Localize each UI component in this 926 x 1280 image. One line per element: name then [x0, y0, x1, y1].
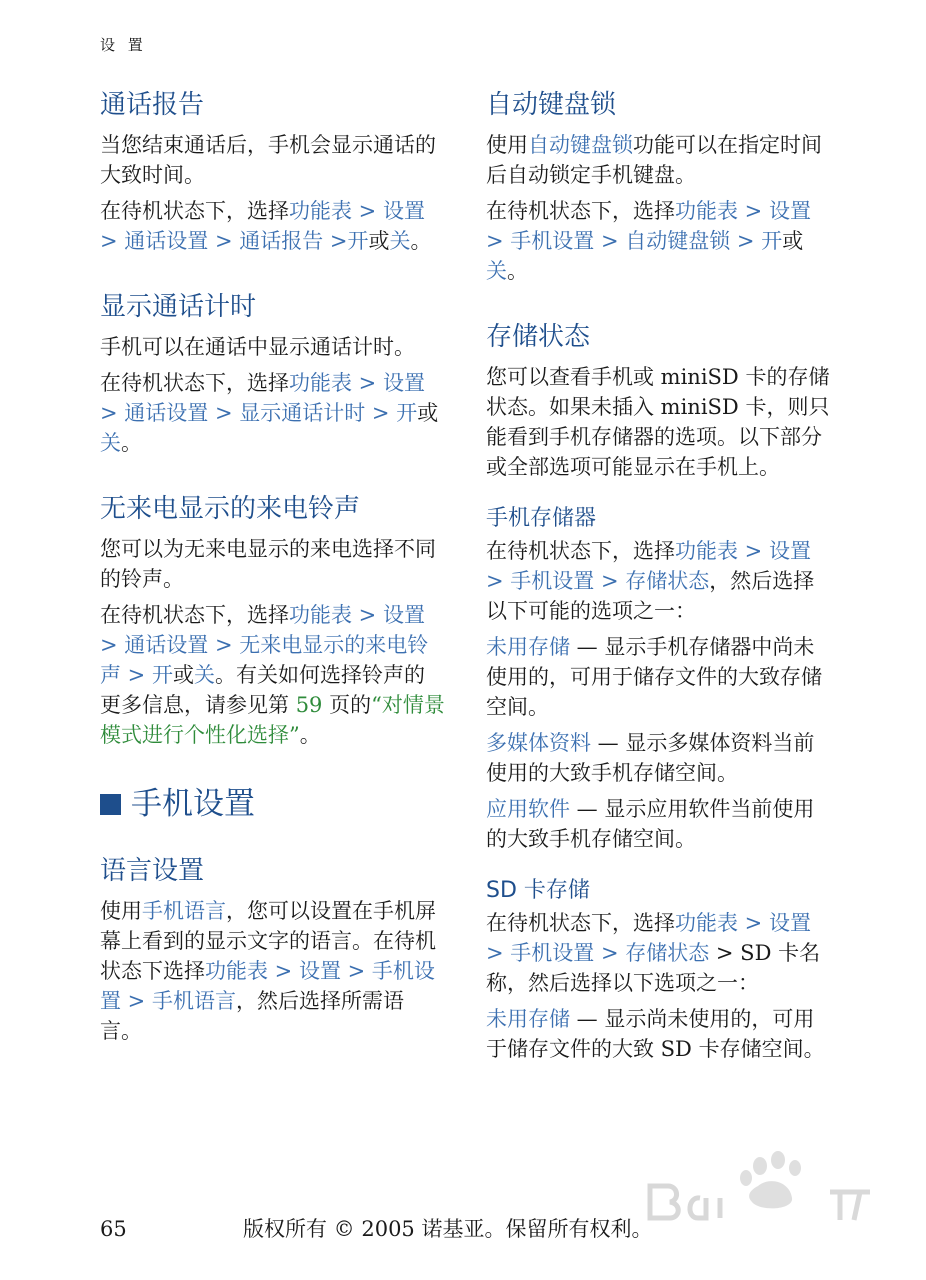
menu-link[interactable]: 功能表: [675, 199, 738, 223]
show-call-timer-link[interactable]: 显示通话计时: [239, 401, 366, 425]
section-anonymous-ringtone: [100, 492, 445, 750]
running-header: 设 置: [100, 36, 147, 54]
anonymous-ringtone-nav: 在待机状态下，选择功能表 > 设置 > 通话设置 > 无来电显示的来电铃声 > 开或关。有关如何选择铃声的更多信息，请参见第 59 页的“对情景模式进行个性化选择”。: [100, 603, 445, 747]
phone-memory-nav: 在待机状态下，选择功能表 > 设置 > 手机设置 > 存储状态，然后选择以下可能的选项之一：: [486, 539, 815, 623]
gallery-link[interactable]: 多媒体资料: [486, 731, 591, 755]
free-memory-link[interactable]: 未用存储: [486, 635, 570, 659]
option-free-memory: 未用存储 — 显示手机存储器中尚未使用的，可用于储存文件的大致存储空间。: [486, 635, 822, 719]
on-option[interactable]: 开: [151, 663, 173, 687]
page-number: 65: [100, 1217, 127, 1241]
auto-keylock-nav: 在待机状态下，选择功能表 > 设置 > 手机设置 > 自动键盘锁 > 开或关。: [486, 199, 811, 283]
auto-keylock-desc: 使用自动键盘锁功能可以在指定时间后自动锁定手机键盘。: [486, 133, 822, 187]
menu-link[interactable]: 功能表: [675, 539, 738, 563]
heading-language: 语言设置: [100, 856, 205, 886]
off-option[interactable]: 关: [193, 663, 215, 687]
right-column: [486, 88, 831, 1070]
section-call-report: [100, 88, 445, 256]
left-column: [100, 88, 445, 1052]
language-nav: 使用手机语言，您可以设置在手机屏幕上看到的显示文字的语言。在待机状态下选择功能表 > 设置 > 手机设置 > 手机语言，然后选择所需语言。: [100, 899, 436, 1043]
section-auto-keylock: [486, 88, 831, 286]
call-settings-link[interactable]: 通话设置: [124, 633, 209, 657]
option-applications: 应用软件 — 显示应用软件当前使用的大致手机存储空间。: [486, 797, 815, 851]
settings-link[interactable]: 设置: [768, 911, 811, 935]
heading-phone-memory: 手机存储器: [486, 506, 597, 531]
heading-sd-card-memory: SD 卡存储: [486, 878, 590, 903]
settings-link[interactable]: 设置: [382, 199, 425, 223]
call-settings-link[interactable]: 通话设置: [124, 229, 209, 253]
settings-link[interactable]: 设置: [298, 959, 341, 983]
phone-language-link[interactable]: 手机语言: [142, 899, 226, 923]
page-ref-link[interactable]: 59: [295, 693, 323, 717]
off-option[interactable]: 关: [100, 431, 121, 455]
option-sd-free-memory: 未用存储 — 显示尚未使用的，可用于储存文件的大致 SD 卡存储空间。: [486, 1007, 825, 1061]
heading-auto-keylock: 自动键盘锁: [486, 90, 617, 120]
phone-settings-title: 手机设置: [131, 786, 255, 822]
call-timer-desc: 手机可以在通话中显示通话计时。: [100, 335, 415, 359]
memory-status-desc: 您可以查看手机或 miniSD 卡的存储状态。如果未插入 miniSD 卡，则只能看到手机存储器的选项。以下部分或全部选项可能显示在手机上。: [486, 365, 830, 479]
section-heading-phone-settings: [100, 784, 445, 824]
settings-link[interactable]: 设置: [382, 371, 425, 395]
sd-free-memory-link[interactable]: 未用存储: [486, 1007, 570, 1031]
sd-card-nav: 在待机状态下，选择功能表 > 设置 > 手机设置 > 存储状态 > SD 卡名称，然后选择以下选项之一：: [486, 911, 821, 995]
menu-link[interactable]: 功能表: [289, 603, 352, 627]
on-option[interactable]: 开: [761, 229, 783, 253]
auto-keylock-link[interactable]: 自动键盘锁: [528, 133, 633, 157]
menu-link[interactable]: 功能表: [289, 199, 352, 223]
phone-language-link-2[interactable]: 手机语言: [151, 989, 236, 1013]
phone-settings-link[interactable]: 手机设置: [510, 229, 595, 253]
applications-link[interactable]: 应用软件: [486, 797, 570, 821]
phone-settings-link[interactable]: 手机设置: [510, 941, 595, 965]
anonymous-ringtone-link[interactable]: 无来电显示的来电铃声: [100, 633, 429, 687]
off-option[interactable]: 关: [389, 229, 411, 253]
menu-link[interactable]: 功能表: [289, 371, 352, 395]
phone-settings-link[interactable]: 手机设置: [510, 569, 595, 593]
on-option[interactable]: 开: [396, 401, 418, 425]
heading-call-timer: 显示通话计时: [100, 292, 257, 322]
section-language: [100, 854, 445, 1046]
settings-link[interactable]: 设置: [768, 199, 811, 223]
section-call-timer: [100, 290, 445, 458]
settings-link[interactable]: 设置: [768, 539, 811, 563]
anonymous-ringtone-desc: 您可以为无来电显示的来电选择不同的铃声。: [100, 537, 436, 591]
phone-settings-link[interactable]: 手机设置: [100, 959, 435, 1013]
auto-keylock-nav-link[interactable]: 自动键盘锁: [625, 229, 731, 253]
call-report-nav: 在待机状态下，选择功能表 > 设置 > 通话设置 > 通话报告 >开或关。: [100, 199, 432, 253]
call-report-link[interactable]: 通话报告: [239, 229, 324, 253]
copyright-notice: 版权所有 © 2005 诺基亚。保留所有权利。: [243, 1217, 653, 1241]
heading-memory-status: 存储状态: [486, 322, 591, 352]
settings-link[interactable]: 设置: [382, 603, 425, 627]
call-report-desc: 当您结束通话后，手机会显示通话的大致时间。: [100, 133, 436, 187]
square-bullet-icon: [100, 794, 121, 815]
menu-link[interactable]: 功能表: [205, 959, 268, 983]
option-gallery: 多媒体资料 — 显示多媒体资料当前使用的大致手机存储空间。: [486, 731, 815, 785]
memory-status-link[interactable]: 存储状态: [625, 569, 710, 593]
off-option[interactable]: 关: [486, 259, 507, 283]
call-settings-link[interactable]: 通话设置: [124, 401, 209, 425]
call-timer-nav: 在待机状态下，选择功能表 > 设置 > 通话设置 > 显示通话计时 > 开或关。: [100, 371, 439, 455]
heading-call-report: 通话报告: [100, 90, 205, 120]
memory-status-link[interactable]: 存储状态: [625, 941, 710, 965]
on-option[interactable]: 开: [347, 229, 369, 253]
baidu-jingyan-watermark-icon: [640, 1138, 880, 1238]
section-memory-status: [486, 320, 831, 1064]
cross-reference-link[interactable]: “对情景模式进行个性化选择”: [100, 693, 445, 747]
heading-anonymous-ringtone: 无来电显示的来电铃声: [100, 494, 361, 524]
menu-link[interactable]: 功能表: [675, 911, 738, 935]
